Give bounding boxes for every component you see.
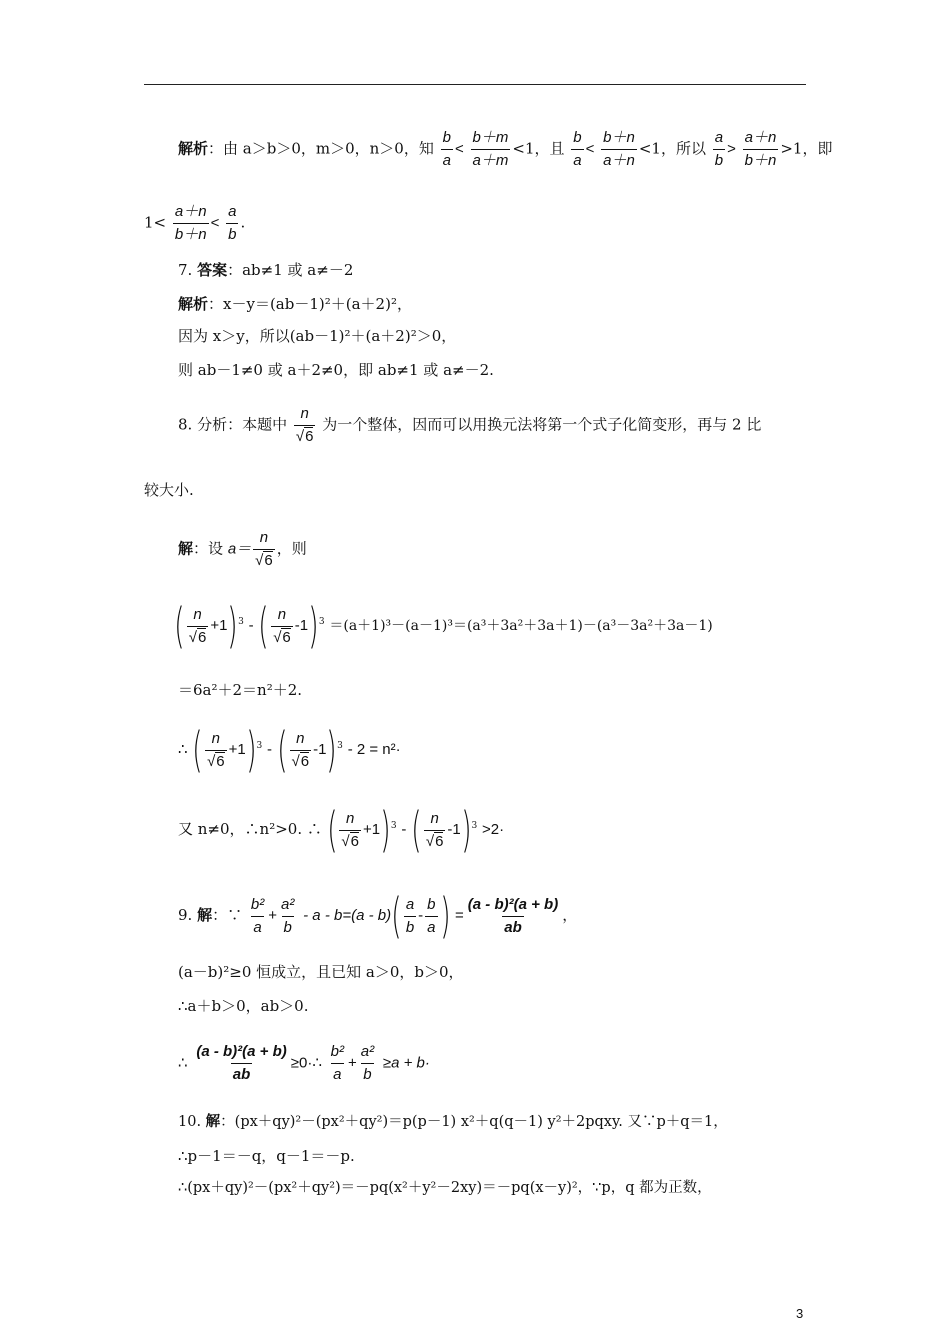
q8-equation-2: ＝6a²＋2＝n²＋2. [178,681,303,699]
question-number: 8. [178,415,193,434]
q8-equation-1: ( $\frac{n}{√6}$ +1)$^3$ - ( $\frac{n}{√6}$ -1)$^3$ ＝(a＋1)³－(a－1)³＝(a³＋3a²＋3a＋1)－(a³－3a²＋3a－1) [174,598,713,654]
q8-equation-3: ∴ ( $\frac{n}{√6}$ +1)$^3$ - ( $\frac{n}{√6}$ -1)$^3$ - 2 = n²· [178,722,401,778]
fraction: $\frac{a}{b}$ [228,203,237,243]
solution-6-line-1 [178,128,832,171]
text: . [240,213,246,232]
text: ：x－y＝(ab－1)²＋(a＋2)²， [208,295,412,313]
fraction: $\frac{b}{a}$ [573,129,582,169]
q7-line-2: 因为 x＞y，所以(ab－1)²＋(a＋2)²＞0， [178,327,457,345]
text: - 2 = n²· [347,741,401,758]
fraction: $\frac{b}{a}$ [442,129,451,169]
text: <1，且 [512,139,565,158]
text: 又 n≠0，∴n²>0. ∴ [178,820,322,838]
q10-line-1 [178,1112,728,1132]
lt: < [585,140,595,158]
text: ：(px＋qy)²－(px²＋qy²)＝p(p－1) x²＋q(q－1) y²＋2pqxy. 又∵p＋q＝1， [220,1114,728,1130]
fraction: $\frac{b+n}{a+n}$ [603,129,635,169]
text: ＝(a＋1)³－(a－1)³＝(a³＋3a²＋3a＋1)－(a³－3a²＋3a－1) [329,618,713,634]
text: ：由 a＞b＞0，m＞0，n＞0，知 [208,139,434,158]
text: ：ab≠1 或 a≠－2 [227,261,354,279]
label-jie: 解 [197,906,213,924]
question-number: 10. [178,1114,202,1130]
q10-line-2: ∴p－1＝－q，q－1＝－p. [178,1147,355,1165]
header-rule [144,84,806,85]
q9-line-1: 9. 解：∵ $\frac{\text{b²}}{a}$ + $\frac{\text{a²}}{b}$ - a - b=(a - b)( $\frac{a}{b}$ - $\frac{b}{a}$ ) = $\frac{\text{(a - b)²(a + b)}}{ab}$ ， [178,888,578,944]
fraction: $\frac{a+n}{b+n}$ [744,129,777,169]
lt: < [454,140,464,158]
text: 分析：本题中 [197,415,288,434]
q8-substitution [178,528,307,571]
text: >1，即 [780,139,833,158]
q8-line-1 [178,404,761,447]
q9-line-3: ∴a＋b＞0，ab＞0. [178,997,309,1015]
q10-line-3: ∴(px＋qy)²－(px²＋qy²)＝－pq(x²＋y²－2xy)＝－pq(x－y)²，∵p，q 都为正数， [178,1180,712,1196]
page-number: 3 [796,1306,804,1321]
question-number: 7. [178,261,193,279]
label-answer: 答案 [197,261,228,279]
text: a＝ [227,540,252,558]
text: ，则 [276,539,307,558]
text: 1< [144,213,167,232]
text: <1，所以 [638,139,706,158]
text: ：设 [193,539,224,558]
lt: < [210,214,220,232]
fraction: $\frac{a+n}{b+n}$ [174,203,207,243]
question-number: 9. [178,906,193,924]
text: 为一个整体，因而可以用换元法将第一个式子化简变形，再与 2 比 [322,415,762,434]
q8-conclusion: 又 n≠0，∴n²>0. ∴ ( $\frac{n}{√6}$ +1)$^3$ - ( $\frac{n}{√6}$ -1)$^3$ >2· [178,802,505,858]
fraction: $\frac{a}{b}$ [714,129,724,169]
q9-line-2: (a－b)²≥0 恒成立，且已知 a＞0，b＞0， [178,963,464,981]
label-jiexi: 解析 [178,139,209,158]
text: >2· [482,821,505,838]
q8-line-2: 较大小. [144,481,194,499]
fraction: $\frac{n}{√6}$ [295,405,314,445]
gt: > [727,140,736,158]
q7-line-3: 则 ab－1≠0 或 a＋2≠0，即 ab≠1 或 a≠－2. [178,361,494,379]
q9-conclusion: ∴ $\frac{\text{(a - b)²(a + b)}}{ab}$ ≥0·∴ $\frac{\text{b²}}{a}$ + $\frac{\text{a²}}{b}$ ≥a + b· [178,1043,430,1083]
label-jie: 解 [178,539,194,558]
solution-6-line-2 [144,202,245,245]
fraction: $\frac{b+m}{a+m}$ [472,129,509,169]
q7-answer [178,260,353,280]
label-jie: 解 [205,1113,221,1130]
q7-line-1 [178,294,412,314]
fraction: $\frac{n}{√6}$ [255,529,273,569]
label-jiexi: 解析 [178,295,209,313]
